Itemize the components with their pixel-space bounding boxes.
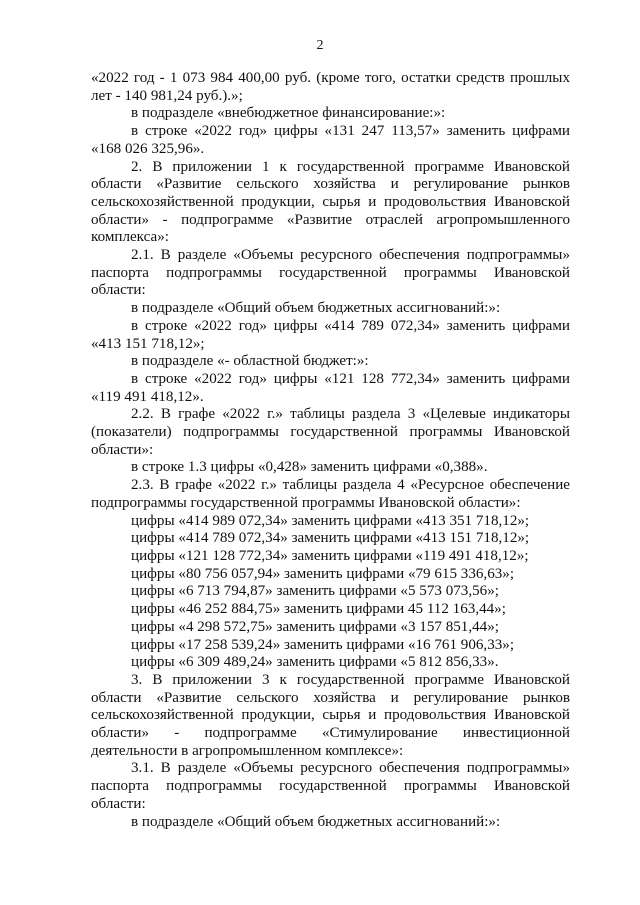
replacement-line: цифры «6 309 489,24» заменить цифрами «5 812 856,33». xyxy=(131,654,499,671)
paragraph-subsection-regional-budget: в подразделе «- областной бюджет:»: xyxy=(131,353,369,370)
paragraph-appendix-1: 2. В приложении 1 к государственной программе Ивановской области «Развитие сельского хозяйства и регулирование рынков сельскохозяйственной продукции, сырья и продовольствия Ивановской области» - подпрограмме «Развитие отраслей агропромышленного комплекса»: xyxy=(91,158,570,246)
replacement-line: цифры «17 258 539,24» заменить цифрами «16 761 906,33»; xyxy=(131,636,515,653)
paragraph-replace-total-budget: в строке «2022 год» цифры «414 789 072,34» заменить цифрами «413 151 718,12»; xyxy=(91,317,570,352)
replacement-line: цифры «414 989 072,34» заменить цифрами «413 351 718,12»; xyxy=(131,512,530,529)
paragraph-3-1: 3.1. В разделе «Объемы ресурсного обеспечения подпрограммы» паспорта подпрограммы государственной программы Ивановской области: xyxy=(91,760,570,812)
paragraph-2-1: 2.1. В разделе «Объемы ресурсного обеспечения подпрограммы» паспорта подпрограммы государственной программы Ивановской области: xyxy=(91,247,570,299)
replacement-line: цифры «4 298 572,75» заменить цифрами «3 157 851,44»; xyxy=(131,618,499,635)
replacement-line: цифры «80 756 057,94» заменить цифрами «79 615 336,63»; xyxy=(131,565,515,582)
replacement-line: цифры «46 252 884,75» заменить цифрами 45 112 163,44»; xyxy=(131,601,506,618)
paragraph-subsection-total-budget: в подразделе «Общий объем бюджетных ассигнований:»: xyxy=(131,300,501,317)
paragraph-subsection-total-budget-2: в подразделе «Общий объем бюджетных ассигнований:»: xyxy=(131,813,501,830)
page-number: 2 xyxy=(316,38,324,53)
paragraph-replace-indicator: в строке 1.3 цифры «0,428» заменить цифрами «0,388». xyxy=(131,459,488,476)
document-body xyxy=(91,70,570,831)
paragraph-subsection-extrabudgetary: в подразделе «внебюджетное финансирование:»: xyxy=(131,105,446,122)
paragraph-2022-total: «2022 год - 1 073 984 400,00 руб. (кроме того, остатки средств прошлых лет - 140 981,24 руб.).»; xyxy=(91,70,570,104)
replacement-line: цифры «6 713 794,87» заменить цифрами «5 573 073,56»; xyxy=(131,583,499,600)
replacement-line: цифры «414 789 072,34» заменить цифрами «413 151 718,12»; xyxy=(131,530,530,547)
paragraph-replace-extrabudgetary: в строке «2022 год» цифры «131 247 113,57» заменить цифрами «168 026 325,96». xyxy=(91,123,570,157)
paragraph-2-3: 2.3. В графе «2022 г.» таблицы раздела 4 «Ресурсное обеспечение подпрограммы государственной программы Ивановской области»: xyxy=(91,477,570,511)
paragraph-appendix-3: 3. В приложении 3 к государственной программе Ивановской области «Развитие сельского хозяйства и регулирование рынков сельскохозяйственной продукции, сырья и продовольствия Ивановской области» - подпрограмме «Стимулирование инвестиционной деятельности в агропромышленном комплексе»: xyxy=(91,671,570,759)
paragraph-replace-regional-budget: в строке «2022 год» цифры «121 128 772,34» заменить цифрами «119 491 418,12». xyxy=(91,370,570,405)
replacement-line: цифры «121 128 772,34» заменить цифрами «119 491 418,12»; xyxy=(131,547,529,564)
paragraph-2-2: 2.2. В графе «2022 г.» таблицы раздела 3 «Целевые индикаторы (показатели) подпрограммы государственной программы Ивановской области»: xyxy=(91,406,570,458)
